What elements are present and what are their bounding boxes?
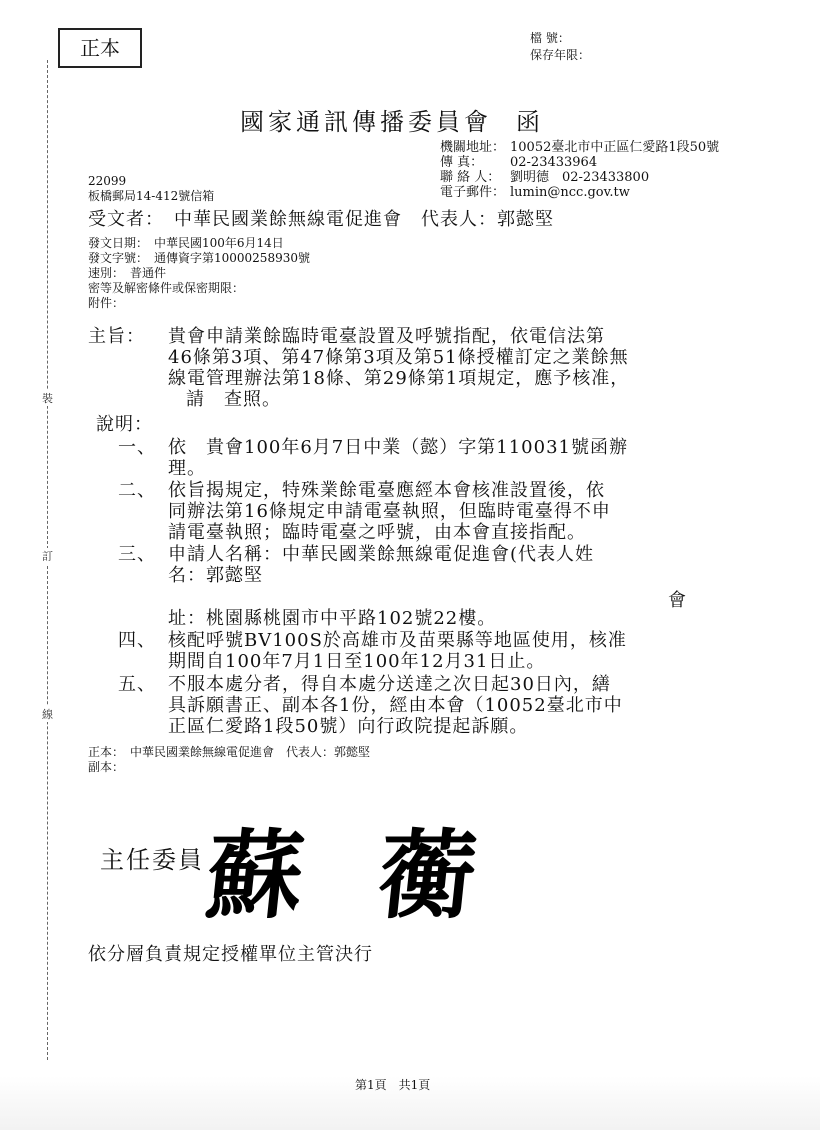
- item-line: 核配呼號BV100S於高雄市及苗栗縣等地區使用，核准: [168, 630, 627, 651]
- explanation-label: 說明：: [96, 414, 153, 435]
- mailing-address: [88, 174, 214, 204]
- item-3-text: [168, 544, 594, 586]
- item-1-text: [168, 437, 628, 479]
- item-line: 期間自100年7月1日至100年12月31日止。: [168, 651, 546, 672]
- binding-mark-xian: 線: [42, 708, 53, 721]
- signature-given-name: 蘅: [373, 819, 482, 932]
- address-value: 10052臺北市中正區仁愛路1段50號: [510, 140, 720, 155]
- postcode: 22099: [88, 174, 127, 188]
- item-line: 請電臺執照；臨時電臺之呼號，由本會直接指配。: [168, 522, 586, 543]
- agency-name: 國家通訊傳播委員會: [240, 108, 492, 136]
- contact-person-value: 劉明德 02-23433800: [510, 170, 650, 185]
- page-number: 第1頁 共1頁: [355, 1078, 431, 1092]
- document-meta: [88, 236, 310, 311]
- secrecy-level: 密等及解密條件或保密期限：: [88, 281, 245, 295]
- fax-value: 02-23433964: [510, 155, 598, 170]
- subject-label: 主旨：: [88, 326, 145, 347]
- subject-text: [168, 326, 629, 410]
- distribution-block: [88, 745, 370, 775]
- item-line: 不服本處分者，得自本處分送達之次日起30日內，繕: [168, 674, 611, 695]
- speed-class: 速別： 普通件: [88, 266, 167, 280]
- item-4-text: [168, 630, 627, 672]
- item-line: 同辦法第16條規定申請電臺執照，但臨時電臺得不申: [168, 501, 611, 522]
- item-line: 理。: [168, 458, 206, 479]
- original-recipient: 正本： 中華民國業餘無線電促進會 代表人：郭懿堅: [88, 745, 371, 759]
- copy-type-box: 正本: [58, 28, 142, 68]
- document-type: 函: [516, 108, 544, 136]
- item-2-text: [168, 480, 611, 543]
- item-line: 依旨揭規定，特殊業餘電臺應經本會核准設置後，依: [168, 480, 605, 501]
- attachment: 附件：: [88, 296, 125, 310]
- signature-surname: 蘇: [201, 819, 310, 932]
- item-line: 名：郭懿堅: [168, 565, 263, 586]
- contact-block: [440, 140, 719, 200]
- address-label: 機關地址：: [440, 140, 506, 155]
- item-2-number: 二、: [118, 480, 156, 501]
- binding-mark-ding: 訂: [42, 550, 53, 563]
- file-number-label: 檔 號：: [530, 31, 570, 45]
- recipient-line: 受文者： 中華民國業餘無線電促進會 代表人：郭懿堅: [88, 209, 554, 230]
- file-info: [530, 30, 590, 64]
- email-label: 電子郵件：: [440, 185, 506, 200]
- item-3-number: 三、: [118, 544, 156, 565]
- item-1-number: 一、: [118, 437, 156, 458]
- delegation-note: 依分層負責規定授權單位主管決行: [88, 944, 373, 965]
- contact-person-label: 聯 絡 人：: [440, 170, 501, 185]
- item-4-number: 四、: [118, 630, 156, 651]
- binding-mark-zhuang: 裝: [42, 392, 53, 405]
- item-line: 具訴願書正、副本各1份，經由本會（10052臺北市中: [168, 695, 623, 716]
- item-line: 申請人名稱：中華民國業餘無線電促進會(代表人姓: [168, 544, 595, 565]
- item-5-text: [168, 674, 623, 737]
- copy-recipient: 副本：: [88, 760, 125, 774]
- stray-character: 會: [668, 590, 687, 611]
- item-line: 正區仁愛路1段50號）向行政院提起訴願。: [168, 716, 529, 737]
- chairperson-title: 主任委員: [100, 846, 204, 874]
- fax-label: 傳 真：: [440, 155, 484, 170]
- retention-label: 保存年限：: [530, 48, 591, 62]
- subject-line: 貴會申請業餘臨時電臺設置及呼號指配，依電信法第: [168, 326, 605, 347]
- po-box: 板橋郵局14-412號信箱: [88, 189, 215, 203]
- subject-line: 46條第3項、第47條第3項及第51條授權訂定之業餘無: [168, 347, 629, 368]
- email-value: lumin@ncc.gov.tw: [510, 185, 630, 200]
- item-3-continued: [168, 608, 496, 629]
- item-line: 依 貴會100年6月7日中業（懿）字第110031號函辦: [168, 437, 628, 458]
- issue-date: 發文日期： 中華民國100年6月14日: [88, 236, 284, 250]
- document-title: [240, 102, 544, 137]
- subject-line: 請 查照。: [186, 389, 281, 410]
- item-line: 址：桃園縣桃園市中平路102號22樓。: [168, 608, 497, 629]
- issue-number: 發文字號： 通傳資字第10000258930號: [88, 251, 310, 265]
- item-5-number: 五、: [118, 674, 156, 695]
- subject-line: 線電管理辦法第18條、第29條第1項規定，應予核准，: [168, 368, 630, 389]
